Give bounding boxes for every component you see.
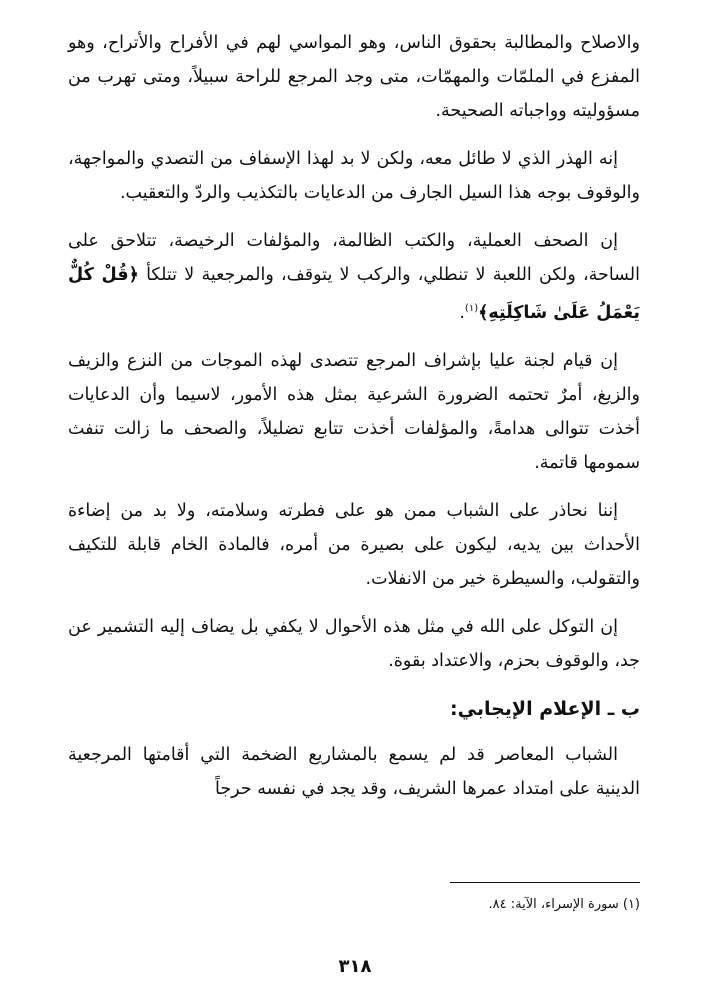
body-text: [68, 26, 640, 820]
page-number: ٣١٨: [338, 956, 372, 977]
footnote-reference: (١): [464, 303, 479, 314]
paragraph-1: والاصلاح والمطالبة بحقوق الناس، وهو المواسي لهم في الأفراح والأتراح، وهو المفزع في الملمّات والمهمّات، متى وجد المرجع للراحة سبيلاً، ومتى تهرب من مسؤوليته وواجباته الصحيحة.: [68, 33, 640, 121]
paragraph-2: إنه الهذر الذي لا طائل معه، ولكن لا بد لهذا الإسفاف من التصدي والمواجهة، والوقوف بوجه هذا السيل الجارف من الدعايات بالتكذيب والردّ والتعقيب.: [68, 149, 640, 203]
section-heading: ب ـ الإعلام الإيجابي:: [450, 697, 640, 720]
paragraph-3-end: .: [459, 302, 465, 323]
paragraph-6: إن التوكل على الله في مثل هذه الأحوال لا يكفي بل يضاف إليه التشمير عن جد، والوقوف بحزم، والاعتداد بقوة.: [68, 616, 640, 671]
paragraph-3-text: إن الصحف العملية، والكتب الظالمة، والمؤلفات الرخيصة، تتلاحق على الساحة، ولكن اللعبة لا تنطلي، والركب لا يتوقف، والمرجعية لا تتلكأ: [68, 231, 640, 285]
paragraph-3: [68, 224, 640, 330]
paragraph-5: إننا نحاذر على الشباب ممن هو على فطرته وسلامته، ولا بد من إضاءة الأحداث بين يديه، ليكون على بصيرة من أمره، فالمادة الخام قابلة للتكيف والتقولب، والسيطرة خير من الانفلات.: [68, 500, 640, 589]
paragraph-4: إن قيام لجنة عليا بإشراف المرجع تتصدى لهذه الموجات من النزع والزيف والزيغ، أمرٌ تحتمه الضرورة الشرعية بمثل هذه الأمور، لاسيما وأن الدعايات أخذت تتوالى هدامةً، والمؤلفات أخذت تتابع تضليلاً، والصحف ما زالت تنفث سمومها قاتمة.: [68, 350, 640, 473]
footnote: (١) سورة الإسراء، الآية: ٨٤.: [488, 897, 640, 912]
footnote-divider: [450, 882, 640, 883]
quran-verse: ﴿قُلْ كُلٌّ يَعْمَلُ عَلَىٰ شَاكِلَتِهِ﴾: [68, 265, 640, 323]
paragraph-7: الشباب المعاصر قد لم يسمع بالمشاريع الضخمة التي أقامتها المرجعية الدينية على امتداد عمرها الشريف، وقد يجد في نفسه حرجاً: [68, 744, 640, 799]
